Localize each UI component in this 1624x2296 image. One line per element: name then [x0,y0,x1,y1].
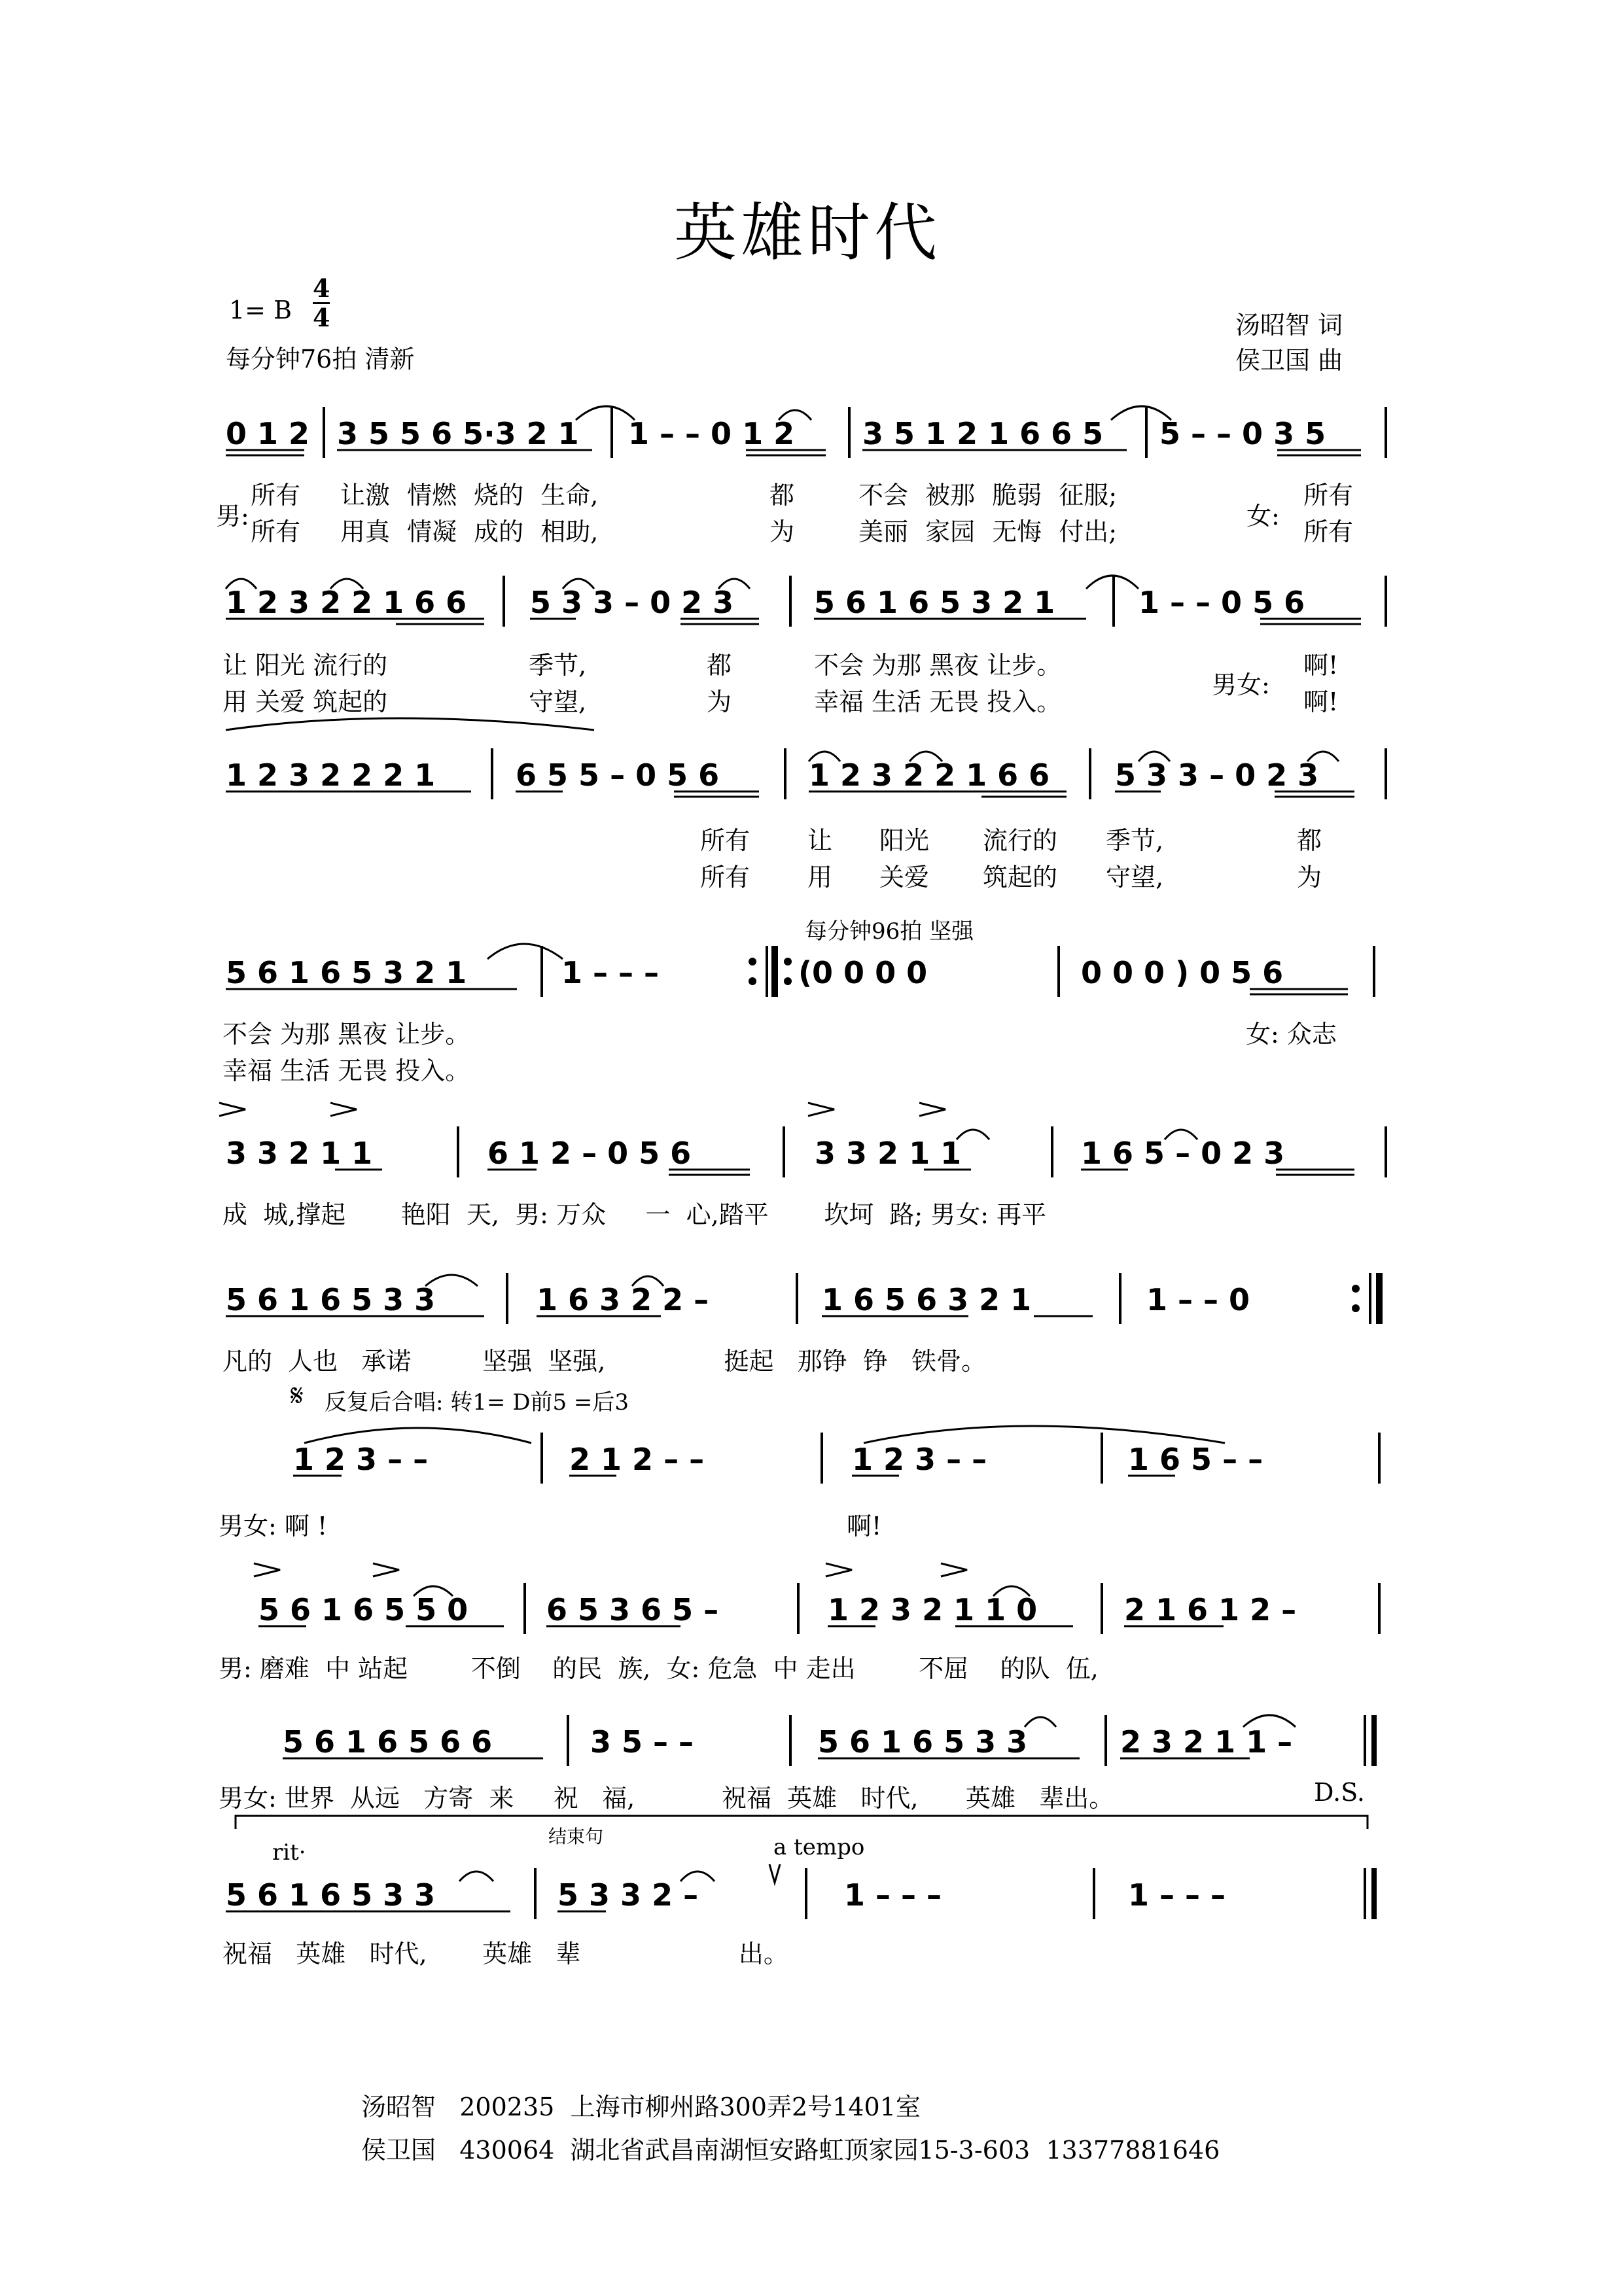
l2-lyric-a-3: 不会 为那 黑夜 让步。 [814,651,1062,680]
l8-bar-2: 6 5 3 6 5 – [546,1592,719,1627]
l6-bar-1: 5 6 1 6 5 3 3 [226,1282,436,1317]
page-title: 英雄时代 [674,196,941,270]
l1-lyric-a-3: 不会 被那 脆弱 征服; [858,481,1118,510]
l4-bar-2: 1 – – – [561,955,660,990]
l1-lyric-b-2: 为 [769,517,795,546]
accents [219,1103,967,1576]
l3-bar-1: 1 2 3 2 2 2 1 [226,757,436,793]
l3-lyric-a-0: 所有 [700,826,750,855]
l8-lyric: 男: 磨难 中 站起 不倒 的民 族, 女: 危急 中 走出 不屈 的队 伍, [219,1654,1099,1683]
l9-bar-1: 5 6 1 6 5 6 6 [283,1724,493,1760]
l3-lyric-b-3: 筑起的 [983,863,1058,892]
l3-bar-2: 6 5 5 – 0 5 6 [516,757,720,793]
l2-bar-4: 1 – – 0 5 6 [1139,585,1305,620]
l1-lyric-a-2: 都 [769,481,795,510]
segno-icon: 𝄋 [291,1378,304,1413]
l3-lyric-a-5: 都 [1297,826,1322,855]
bar-lines [324,407,1386,1919]
l10-bar-3: 1 – – – [844,1877,942,1913]
l1-lyric-a-0: 所有 [251,481,301,510]
contact-composer: 侯卫国 430064 湖北省武昌南湖恒安路虹顶家园15-3-603 13377881646 [361,2136,1220,2165]
l6-bar-3: 1 6 5 6 3 2 1 [822,1282,1032,1317]
l9-lyric: 男女: 世界 从远 方寄 来 祝 福, 祝福 英雄 时代, 英雄 辈出。 [219,1784,1114,1813]
l1-bar-3: 3 5 1 2 1 6 6 5 [862,416,1104,451]
coda-label: 结束句 [548,1826,604,1847]
repeat-instruction: 反复后合唱: 转1= D前5 =后3 [325,1389,629,1416]
l9-bar-3: 5 6 1 6 5 3 3 [818,1724,1028,1760]
l1-bar-2: 1 – – 0 1 2 [628,416,795,451]
l4-bar-3: (0 0 0 0 [798,955,928,990]
l3-lyric-b-2: 关爱 [879,863,930,892]
phrase-brackets [236,1816,1368,1829]
l2-lyric-b-4: 啊! [1303,687,1339,716]
dal-segno: D.S. [1314,1778,1365,1807]
time-bottom: 4 [313,303,330,332]
underlines [226,450,1361,1911]
l1-lyric-a-4: 所有 [1303,481,1354,510]
l2-lyric-a-2: 都 [707,651,732,680]
l4-lyric-b: 幸福 生活 无畏 投入。 [222,1056,470,1085]
l5-bar-1: 3 3 2 1 1 [226,1136,373,1171]
l3-lyric-a-2: 阳光 [879,826,930,855]
l1-bar-4: 5 – – 0 3 5 [1159,416,1326,451]
l3-bar-4: 5 3 3 – 0 2 3 [1115,757,1319,793]
l1-lyric-b-3: 美丽 家园 无悔 付出; [858,517,1118,546]
time-top: 4 [313,273,330,303]
l2-bar-3: 5 6 1 6 5 3 2 1 [814,585,1055,620]
l4-bar-1: 5 6 1 6 5 3 2 1 [226,955,467,990]
l7-lyric-a: 男女: 啊 ! [219,1512,328,1540]
a-tempo-marking: a tempo [773,1834,865,1860]
l1-lyric-b-4: 所有 [1303,517,1354,546]
l8-bar-1: 5 6 1 6 5 5 0 [258,1592,468,1627]
rit-marking: rit· [272,1839,306,1866]
l4-lyric-right: 女: 众志 [1246,1020,1337,1049]
l1-bar-pickup: 0 1 2 [226,416,310,451]
l3-lyric-b-0: 所有 [700,863,750,892]
l1-tag-male: 男: [216,502,249,531]
l7-bar-4: 1 6 5 – – [1128,1442,1263,1477]
l2-bar-1: 1 2 3 2 2 1 6 6 [226,585,467,620]
l3-lyric-b-4: 守望, [1106,863,1164,892]
l10-lyric: 祝福 英雄 时代, 英雄 辈 出。 [222,1939,788,1968]
repeat-dots [749,958,1360,1312]
l2-lyric-a-1: 季节, [529,651,587,680]
key-signature: 1= B [229,296,292,324]
l4-bar-4: 0 0 0 ) 0 5 6 [1081,955,1284,990]
l10-bar-2: 5 3 3 2 – [557,1877,699,1913]
tempo-change: 每分钟96拍 坚强 [805,918,974,945]
l3-bar-3: 1 2 3 2 2 1 6 6 [809,757,1050,793]
l8-bar-3: 1 2 3 2 1 1 0 [828,1592,1038,1627]
l3-lyric-a-4: 季节, [1106,826,1164,855]
contact-lyricist: 汤昭智 200235 上海市柳州路300弄2号1401室 [361,2093,921,2121]
l1-tag-female: 女: [1246,502,1280,531]
l5-bar-4: 1 6 5 – 0 2 3 [1081,1136,1285,1171]
l2-bar-2: 5 3 3 – 0 2 3 [530,585,734,620]
breath-mark [769,1864,780,1883]
l9-bar-2: 3 5 – – [590,1724,694,1760]
l2-lyric-b-3: 幸福 生活 无畏 投入。 [814,687,1062,716]
composer: 侯卫国 曲 [1235,346,1343,375]
l1-lyric-a-1: 让激 情燃 烧的 生命, [340,481,599,510]
l4-lyric-a: 不会 为那 黑夜 让步。 [222,1020,470,1049]
tempo-marking: 每分钟76拍 清新 [226,345,415,374]
l5-bar-3: 3 3 2 1 1 [815,1136,962,1171]
l2-lyric-b-2: 为 [707,687,732,716]
l5-lyric: 成 城,撑起 艳阳 天, 男: 万众 一 心,踏平 坎坷 路; 男女: 再平 [222,1200,1047,1229]
slurs [226,406,1339,1881]
l3-lyric-a-3: 流行的 [983,826,1058,855]
l7-bar-3: 1 2 3 – – [852,1442,987,1477]
l6-bar-2: 1 6 3 2 2 – [537,1282,709,1317]
l5-bar-2: 6 1 2 – 0 5 6 [487,1136,692,1171]
l7-lyric-b: 啊! [847,1512,882,1540]
l9-bar-4: 2 3 2 1 1 – [1120,1724,1293,1760]
l2-lyric-a-4: 啊! [1303,651,1339,680]
l6-lyric: 凡的 人也 承诺 坚强 坚强, 挺起 那铮 铮 铁骨。 [222,1347,987,1376]
l2-lyric-b-1: 守望, [529,687,587,716]
l2-lyric-b-0: 用 关爱 筑起的 [222,687,388,716]
l1-lyric-b-0: 所有 [251,517,301,546]
l2-lyric-a-0: 让 阳光 流行的 [222,651,388,680]
l8-bar-4: 2 1 6 1 2 – [1124,1592,1297,1627]
l3-lyric-b-5: 为 [1297,863,1322,892]
l10-bar-4: 1 – – – [1128,1877,1226,1913]
lyricist: 汤昭智 词 [1235,311,1343,339]
l6-bar-4: 1 – – 0 [1146,1282,1250,1317]
l3-lyric-a-1: 让 [807,826,833,855]
l7-bar-1: 1 2 3 – – [293,1442,429,1477]
l7-bar-2: 2 1 2 – – [569,1442,705,1477]
l3-lyric-b-1: 用 [807,863,833,892]
l1-bar-1: 3 5 5 6 5·3 2 1 [337,416,579,451]
l1-lyric-b-1: 用真 情凝 成的 相助, [340,517,599,546]
l10-bar-1: 5 6 1 6 5 3 3 [226,1877,436,1913]
l2-tag-mixed: 男女: [1212,670,1270,699]
